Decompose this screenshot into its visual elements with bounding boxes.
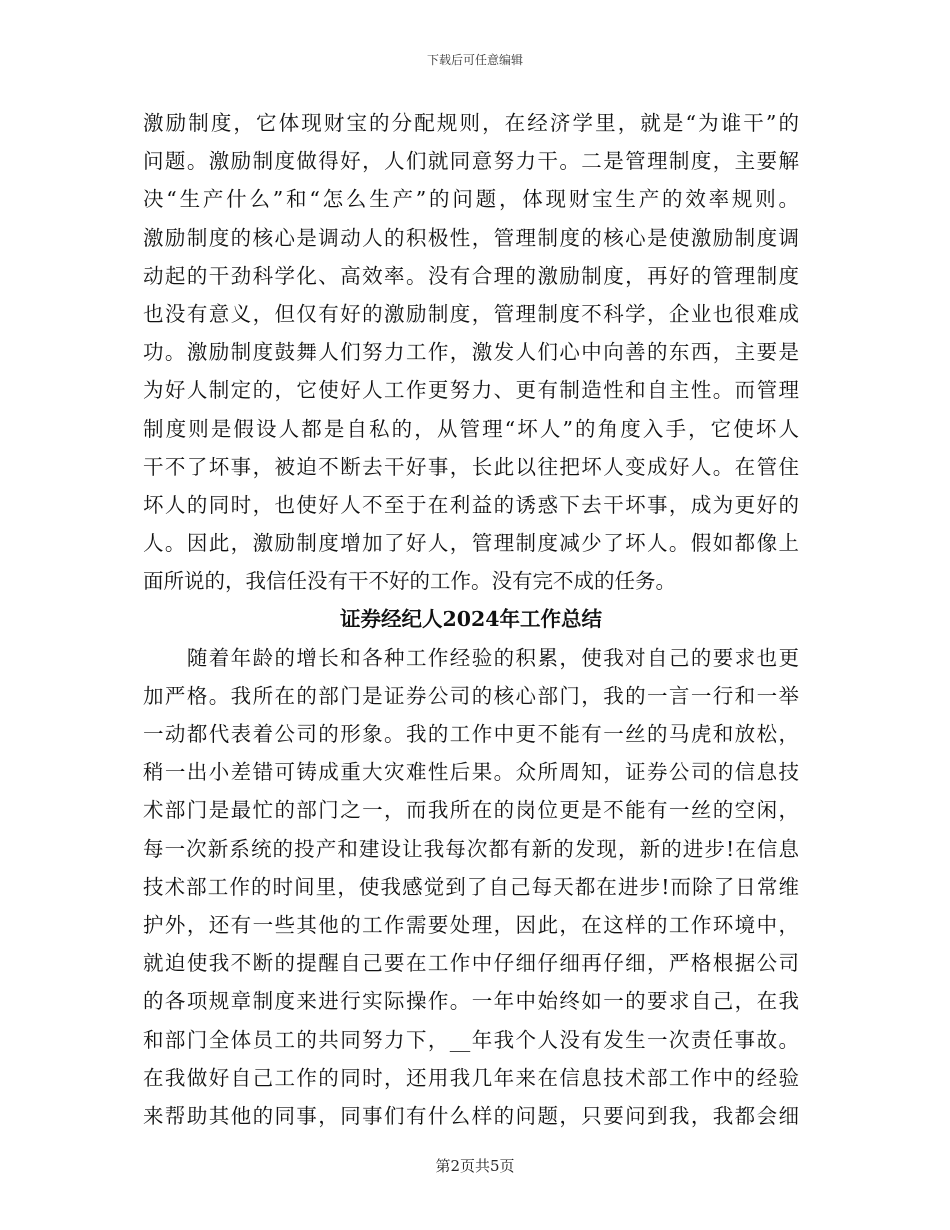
text-line: 随着年龄的增长和各种工作经验的积累，使我对自己的要求也更 — [143, 645, 799, 670]
text-line: 坏人的同时，也使好人不至于在利益的诱惑下去干坏事，成为更好的 — [143, 492, 799, 517]
text-line: 每一次新系统的投产和建设让我每次都有新的发现，新的进步!在信息 — [143, 836, 799, 861]
text-line: 人。因此，激励制度增加了好人，管理制度减少了坏人。假如都像上 — [143, 531, 799, 556]
text-line: 稍一出小差错可铸成重大灾难性后果。众所周知，证券公司的信息技 — [143, 760, 799, 785]
text-line: 技术部工作的时间里，使我感觉到了自己每天都在进步!而除了日常维 — [143, 874, 799, 899]
document-body — [143, 104, 799, 1135]
text-line: 护外，还有一些其他的工作需要处理，因此，在这样的工作环境中， — [143, 912, 799, 937]
text-line: 就迫使我不断的提醒自己要在工作中仔细仔细再仔细，严格根据公司 — [143, 951, 799, 976]
text-line: 也没有意义，但仅有好的激励制度，管理制度不科学，企业也很难成 — [143, 301, 799, 326]
page-header — [0, 52, 950, 68]
text-line: 的各项规章制度来进行实际操作。一年中始终如一的要求自己，在我 — [143, 989, 799, 1014]
text-line: 问题。激励制度做得好，人们就同意努力干。二是管理制度，主要解 — [143, 149, 799, 174]
text-line: 一动都代表着公司的形象。我的工作中更不能有一丝的马虎和放松， — [143, 722, 799, 746]
header-note: 下载后可任意编辑 — [426, 53, 523, 67]
text-line: 功。激励制度鼓舞人们努力工作，激发人们心中向善的东西，主要是 — [143, 340, 799, 365]
text-line: 激励制度，它体现财宝的分配规则，在经济学里，就是“为谁干”的 — [143, 111, 799, 135]
text-line: 动起的干劲科学化、高效率。没有合理的激励制度，再好的管理制度 — [143, 263, 799, 288]
text-line: 加严格。我所在的部门是证券公司的核心部门，我的一言一行和一举 — [143, 683, 799, 708]
text-line: 激励制度的核心是调动人的积极性，管理制度的核心是使激励制度调 — [143, 225, 799, 250]
page-footer — [0, 1157, 950, 1175]
text-line: 和部门全体员工的共同努力下，__年我个人没有发生一次责任事故。 — [143, 1027, 799, 1052]
section-title: 证券经纪人2024年工作总结 — [339, 607, 603, 632]
page-indicator: 第2页共5页 — [435, 1157, 515, 1175]
text-line: 面所说的，我信任没有干不好的工作。没有完不成的任务。 — [143, 569, 676, 594]
text-line: 制度则是假设人都是自私的，从管理“坏人”的角度入手，它使坏人 — [143, 416, 799, 441]
text-line: 来帮助其他的同事，同事们有什么样的问题，只要问到我，我都会细 — [143, 1103, 799, 1128]
text-line: 术部门是最忙的部门之一，而我所在的岗位更是不能有一丝的空闲， — [143, 798, 799, 823]
text-line: 干不了坏事，被迫不断去干好事，长此以往把坏人变成好人。在管住 — [143, 454, 799, 479]
text-line: 在我做好自己工作的同时，还用我几年来在信息技术部工作中的经验 — [143, 1065, 799, 1090]
text-line: 决“生产什么”和“怎么生产”的问题，体现财宝生产的效率规则。 — [143, 187, 799, 212]
text-line: 为好人制定的，它使好人工作更努力、更有制造性和自主性。而管理 — [143, 378, 799, 403]
